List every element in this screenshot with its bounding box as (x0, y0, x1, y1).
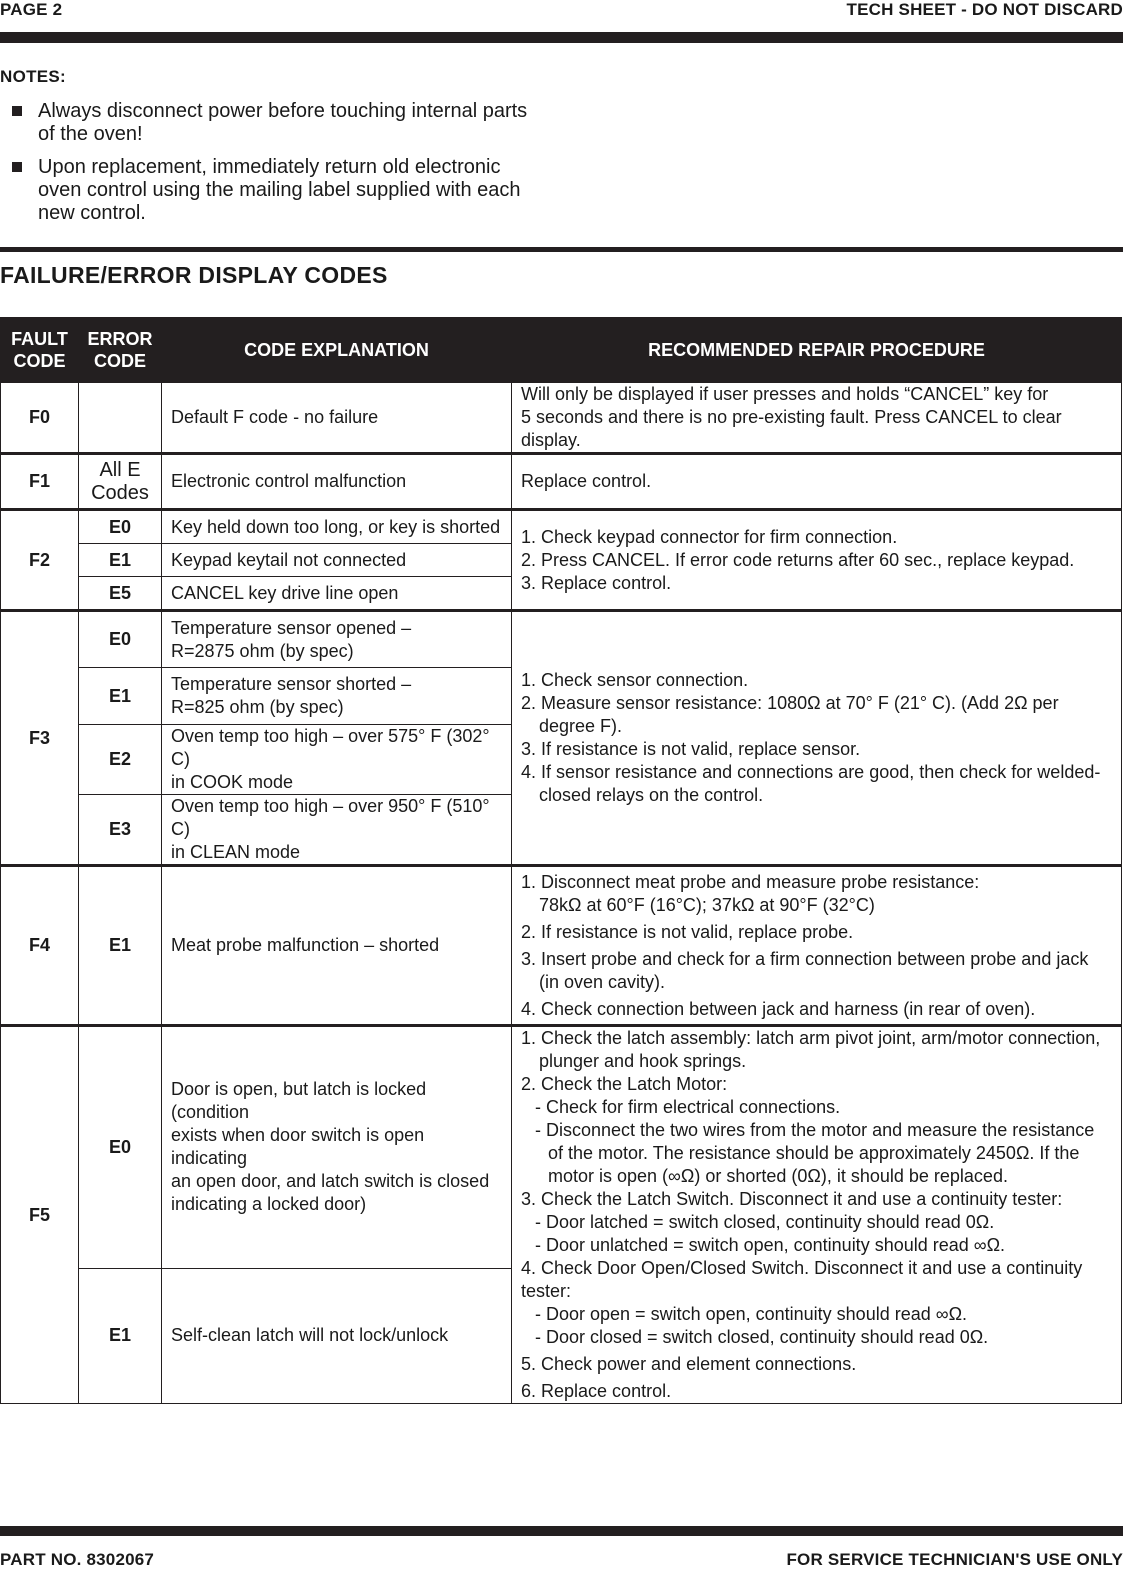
fault-code: F3 (1, 611, 79, 866)
error-code: E1 (79, 544, 162, 577)
notes-title: NOTES: (0, 67, 67, 86)
header-code-explanation: CODE EXPLANATION (162, 318, 512, 383)
table-header-row (1, 318, 1122, 383)
code-explanation: Oven temp too high – over 950° F (510° C) in CLEAN mode (162, 795, 512, 866)
error-code: E3 (79, 795, 162, 866)
error-codes-table (0, 317, 1122, 1404)
fault-code: F5 (1, 1026, 79, 1404)
square-bullet-icon (12, 106, 22, 116)
table-row (1, 866, 1122, 1026)
notes-list (12, 100, 542, 235)
code-explanation: Key held down too long, or key is shorted (162, 510, 512, 544)
repair-procedure: 1. Check the latch assembly: latch arm pivot joint, arm/motor connection, plunger and hook springs. 2. Check the Latch Motor: - Check for firm electrical connections. - Disconnect the two wires from the motor and measure the resistance of the motor. The resistance should be approximately 2450Ω. If the motor is open (∞Ω) or shorted (0Ω), it should be replaced. 3. Check the Latch Switch. Disconnect it and use a continuity tester: - Door latched = switch closed, continuity should read 0Ω. - Door unlatched = switch open, continuity should read ∞Ω. 4. Check Door Open/Closed Switch. Disconnect it and use a continuity tester: - Door open = switch open, continuity should read ∞Ω. - Door closed = switch closed, continuity should read 0Ω. 5. Check power and element connections. 6. Replace control. (512, 1026, 1122, 1404)
square-bullet-icon (12, 162, 22, 172)
page-number: PAGE 2 (0, 0, 63, 19)
fault-code: F0 (1, 383, 79, 454)
repair-procedure: 1. Check sensor connection. 2. Measure sensor resistance: 1080Ω at 70° F (21° C). (Add 2Ω per degree F). 3. If resistance is not valid, replace sensor. 4. If sensor resistance and connections are good, then check for welded- closed relays on the control. (512, 611, 1122, 866)
table-row (1, 510, 1122, 544)
code-explanation: Meat probe malfunction – shorted (162, 866, 512, 1026)
page-footer (0, 1550, 1123, 1570)
table-row (1, 383, 1122, 454)
error-code (79, 383, 162, 454)
repair-procedure: 1. Check keypad connector for firm connection. 2. Press CANCEL. If error code returns after 60 sec., replace keypad. 3. Replace control. (512, 510, 1122, 611)
repair-procedure: Replace control. (512, 454, 1122, 510)
error-code: E0 (79, 611, 162, 668)
code-explanation: Default F code - no failure (162, 383, 512, 454)
fault-code: F2 (1, 510, 79, 611)
repair-procedure: 1. Disconnect meat probe and measure probe resistance: 78kΩ at 60°F (16°C); 37kΩ at 90°F (32°C) 2. If resistance is not valid, replace probe. 3. Insert probe and check for a firm connection between probe and jack (in oven cavity). 4. Check connection between jack and harness (in rear of oven). (512, 866, 1122, 1026)
code-explanation: Oven temp too high – over 575° F (302° C) in COOK mode (162, 725, 512, 795)
header-rule (0, 32, 1123, 43)
code-explanation: Temperature sensor shorted – R=825 ohm (by spec) (162, 668, 512, 725)
footer-rule (0, 1526, 1123, 1536)
error-code: E2 (79, 725, 162, 795)
table-row (1, 611, 1122, 668)
error-code: E1 (79, 866, 162, 1026)
fault-code: F1 (1, 454, 79, 510)
code-explanation: Door is open, but latch is locked (condition exists when door switch is open indicating an open door, and latch switch is closed indicating a locked door) (162, 1026, 512, 1269)
repair-procedure: Will only be displayed if user presses and holds “CANCEL” key for 5 seconds and there is no pre-existing fault. Press CANCEL to clear display. (512, 383, 1122, 454)
sheet-title: TECH SHEET - DO NOT DISCARD (846, 0, 1123, 19)
header-fault-code: FAULT CODE (1, 318, 79, 383)
table-row (1, 454, 1122, 510)
error-code: E1 (79, 1268, 162, 1403)
header-error-code: ERROR CODE (79, 318, 162, 383)
section-title: FAILURE/ERROR DISPLAY CODES (0, 262, 388, 288)
fault-code: F4 (1, 866, 79, 1026)
error-code: E0 (79, 510, 162, 544)
error-code: E5 (79, 577, 162, 611)
code-explanation: Electronic control malfunction (162, 454, 512, 510)
code-explanation: CANCEL key drive line open (162, 577, 512, 611)
code-explanation: Keypad keytail not connected (162, 544, 512, 577)
error-code: All E Codes (79, 454, 162, 510)
table-row (1, 1026, 1122, 1269)
note-text: Always disconnect power before touching internal parts of the oven! (38, 100, 528, 145)
error-code: E0 (79, 1026, 162, 1269)
code-explanation: Temperature sensor opened – R=2875 ohm (by spec) (162, 611, 512, 668)
page-header (0, 0, 1123, 20)
note-text: Upon replacement, immediately return old electronic oven control using the mailing label supplied with each new control. (38, 156, 521, 224)
part-number: PART NO. 8302067 (0, 1550, 155, 1569)
code-explanation: Self-clean latch will not lock/unlock (162, 1268, 512, 1403)
note-item (12, 100, 542, 146)
section-rule (0, 247, 1123, 252)
footer-note: FOR SERVICE TECHNICIAN'S USE ONLY (786, 1550, 1123, 1569)
error-code: E1 (79, 668, 162, 725)
note-item (12, 156, 542, 225)
header-repair-procedure: RECOMMENDED REPAIR PROCEDURE (512, 318, 1122, 383)
